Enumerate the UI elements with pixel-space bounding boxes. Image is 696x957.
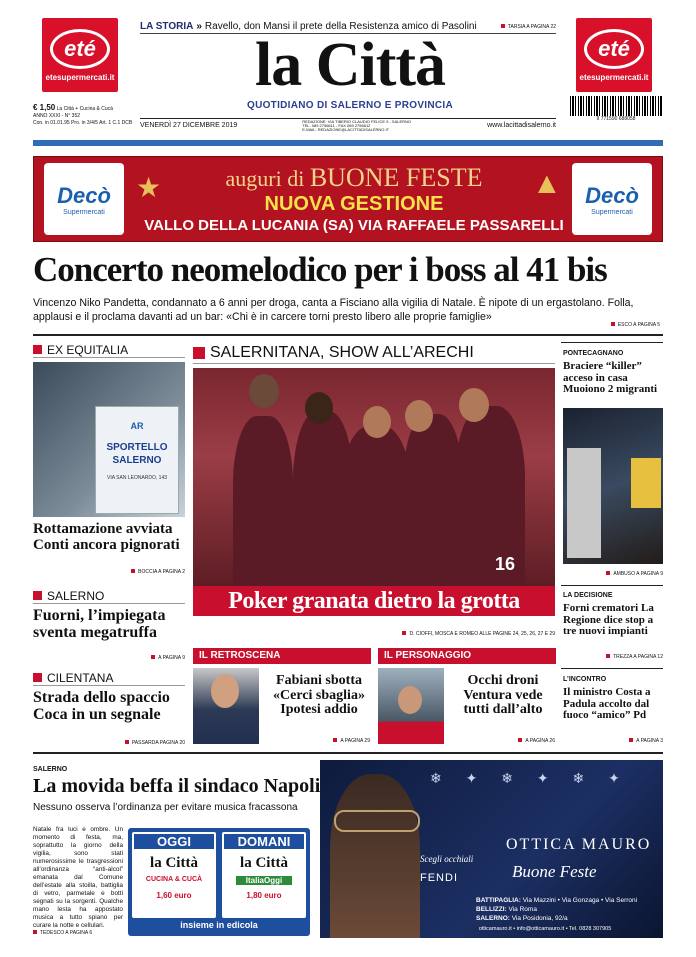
postal-info: Con. in 01.01.95 Pro. in 3/4/5 Art. 1 C.1 DCB bbox=[33, 120, 133, 126]
player-head bbox=[405, 400, 433, 432]
ad-addresses bbox=[476, 896, 662, 923]
ad-greeting bbox=[194, 163, 514, 193]
storia-text: Ravello, don Mansi il prete della Resistenza amico di Pasolini bbox=[204, 21, 477, 32]
section-cilentana bbox=[33, 670, 185, 686]
promo-tomorrow-label: DOMANI bbox=[224, 834, 304, 849]
sign-line: SPORTELLO bbox=[106, 442, 168, 453]
player-figure bbox=[403, 414, 463, 586]
website-link[interactable]: www.lacittadisalerno.it bbox=[487, 122, 556, 129]
masthead-rule bbox=[33, 140, 663, 146]
contacts-line: REDAZIONE: VIA TIBERIO CLAUDIO FELICE 9 - SALERNO bbox=[302, 118, 412, 124]
promo-price: 1,80 euro bbox=[246, 891, 282, 900]
r2-kicker: LA DECISIONE bbox=[563, 592, 613, 599]
contacts-line: TEL. 089 2756611 - FAX 089 2756612 bbox=[302, 122, 371, 128]
promo-price: 1,60 euro bbox=[156, 891, 192, 900]
ad-greeting: Buone Feste bbox=[512, 862, 597, 881]
deco-brand: Decò bbox=[57, 182, 111, 208]
bottom-subhead: Nessuno osserva l’ordinanza per evitare musica fracassona bbox=[33, 802, 298, 813]
player-figure bbox=[233, 416, 293, 586]
s3-ref: PASSARDA PAGINA 20 bbox=[85, 740, 185, 746]
ad-greeting-pre: auguri di bbox=[225, 166, 305, 191]
ete-logo-right[interactable] bbox=[576, 18, 652, 92]
sign-logo: AR bbox=[130, 421, 144, 431]
section-marker bbox=[33, 673, 42, 682]
ad-address: Via Mazzini • Via Gonzaga • Via Serroni bbox=[522, 897, 638, 904]
fabiani-photo bbox=[193, 668, 259, 744]
ventura-photo bbox=[378, 668, 444, 744]
right-col-divider bbox=[561, 668, 663, 669]
promo-today-label: OGGI bbox=[134, 834, 214, 849]
newspaper-subtitle: QUOTIDIANO DI SALERNO E PROVINCIA bbox=[246, 100, 454, 111]
jersey-number: 16 bbox=[495, 554, 516, 574]
s2-headline[interactable]: Fuorni, l’impiegata sventa megatruffa bbox=[33, 607, 166, 641]
ad-tagline: Scegli occhiali bbox=[420, 854, 474, 864]
section-label: EX EQUITALIA bbox=[47, 342, 129, 357]
contacts-line: E-MAIL: REDAZIONE@LACITTADISALERNO.IT bbox=[302, 126, 390, 132]
dateline bbox=[140, 118, 556, 132]
ad-city: BATTIPAGLIA: bbox=[476, 897, 521, 904]
barcode-number: 9 771590 688058 bbox=[596, 116, 636, 122]
sign-line: SALERNO bbox=[112, 455, 162, 466]
issue-date: VENERDÌ 27 DICEMBRE 2019 bbox=[140, 122, 238, 129]
r3-headline[interactable]: Il ministro Costa a Padula accolto dal fuoco “amico” Pd bbox=[563, 686, 651, 722]
section-salernitana bbox=[193, 342, 555, 364]
newspaper-title[interactable]: la Città bbox=[254, 31, 446, 99]
promo-extra: ItaliaOggi bbox=[236, 876, 292, 885]
vehicle bbox=[631, 458, 661, 508]
right-col-divider bbox=[561, 342, 663, 343]
model-figure bbox=[330, 774, 420, 938]
s1-headline[interactable]: Rottamazione avviata Conti ancora pignorati bbox=[33, 521, 180, 553]
r3-ref: A PAGINA 3 bbox=[563, 738, 663, 744]
vehicle bbox=[567, 448, 601, 558]
ete-site: etesupermercati.it bbox=[45, 72, 115, 82]
ete-brand: eté bbox=[50, 29, 110, 69]
promo-footer: insieme in edicola bbox=[180, 920, 258, 930]
section-marker bbox=[193, 347, 205, 359]
r2-ref: TREZZA A PAGINA 12 bbox=[563, 654, 663, 660]
lead-subhead: Vincenzo Niko Pandetta, condannato a 6 anni per droga, canta a Fisciano alla vigilia di Natale. È nipote di un ergastolano. Folla, applausi e il proclama davanti ad un bar: «Chi è in carcere torni presto libero alle proprie famiglie» bbox=[33, 297, 634, 323]
storia-label: LA STORIA bbox=[140, 21, 194, 32]
section-ex-equitalia bbox=[33, 342, 185, 358]
ad-fendi: FENDI bbox=[420, 872, 458, 884]
team-photo bbox=[193, 368, 555, 586]
storia-ref: TARSIA A PAGINA 22 bbox=[501, 24, 556, 30]
player-head bbox=[305, 392, 333, 424]
personaggio-headline[interactable]: Occhi droni Ventura vede tutti dall’alto bbox=[463, 673, 543, 718]
lead-ref: ESCO A PAGINA 5 bbox=[560, 322, 660, 328]
bottom-ref: TEDESCO A PAGINA 6 bbox=[33, 930, 123, 936]
section-label: CILENTANA bbox=[47, 670, 114, 685]
bottom-headline[interactable]: La movida beffa il sindaco Napoli bbox=[33, 775, 321, 797]
contacts-block bbox=[302, 120, 422, 132]
person-head bbox=[211, 674, 239, 708]
glasses-icon bbox=[334, 810, 420, 832]
price-note: La Città + Cucina & Cucà bbox=[56, 106, 113, 112]
ete-site: etesupermercati.it bbox=[579, 72, 649, 82]
sign-address: VIA SAN LEONARDO, 143 bbox=[106, 475, 168, 481]
deco-ad-banner[interactable] bbox=[33, 156, 663, 242]
lead-divider bbox=[33, 334, 663, 336]
retroscena-headline[interactable]: Fabiani sbotta «Cerci sbaglia» Ipotesi addio bbox=[273, 673, 365, 718]
ad-greeting-em: BUONE FESTE bbox=[309, 163, 483, 192]
player-figure bbox=[341, 426, 411, 586]
promo-tomorrow bbox=[222, 832, 306, 918]
personaggio-label: IL PERSONAGGIO bbox=[378, 648, 556, 664]
star-icon: ★ bbox=[136, 172, 162, 203]
bottom-body: Natale fra luci e ombre. Un momento di festa, ma, soprattutto la giorno della vigilia, sono stati numerosissime le trasgressioni all’ordinanza “anti-alcol” emanata dal Comune dell’estate alla stoilla, battiglia di vetro, parmetale e botti segnati su la sorgenti. Qualche mano lesta ha appostato musica a tutto spiano per curare la notte e cellulari. bbox=[33, 826, 123, 929]
ottica-mauro-ad[interactable] bbox=[320, 760, 663, 938]
r1-headline[interactable]: Braciere “killer” acceso in casa Muoiono 2 migranti bbox=[563, 360, 658, 396]
ad-city: BELLIZZI: bbox=[476, 906, 507, 913]
price: € 1,50 bbox=[33, 103, 56, 112]
bottom-kicker: SALERNO bbox=[33, 766, 68, 773]
player-head bbox=[363, 406, 391, 438]
promo-box[interactable] bbox=[128, 828, 310, 936]
deco-brand: Decò bbox=[585, 182, 639, 208]
section-label: SALERNO bbox=[47, 588, 105, 603]
s1-ref: BOCCIA A PAGINA 2 bbox=[85, 569, 185, 575]
deco-brand-sub: Supermercati bbox=[591, 208, 633, 216]
r3-kicker: L’INCONTRO bbox=[563, 676, 607, 683]
right-col-divider bbox=[561, 585, 663, 586]
barcode bbox=[570, 96, 662, 124]
r2-headline[interactable]: Forni crematori La Regione dice stop a tre nuovi impianti bbox=[563, 602, 654, 638]
equitalia-photo bbox=[33, 362, 185, 517]
player-head bbox=[459, 388, 489, 422]
retroscena-ref: A PAGINA 29 bbox=[280, 738, 370, 744]
player-head bbox=[249, 374, 279, 408]
center-ref: D. CIOFFI, MOSCA E ROMEO ALLE PAGINE 24, 25, 26, 27 E 29 bbox=[193, 631, 555, 637]
section-label: SALERNITANA, SHOW ALL’ARECHI bbox=[210, 343, 474, 361]
personaggio-ref: A PAGINA 26 bbox=[465, 738, 555, 744]
section-marker bbox=[33, 345, 42, 354]
promo-extra: CUCINA & CUCÀ bbox=[145, 876, 203, 883]
ad-city: SALERNO: bbox=[476, 915, 510, 922]
ad-contacts: otticamauro.it • info@otticamauro.it • Tel. 0828 307905 bbox=[478, 926, 612, 932]
ete-logo-left[interactable] bbox=[42, 18, 118, 92]
ad-address: Via Roma bbox=[508, 906, 537, 913]
ad-address: VALLO DELLA LUCANIA (SA) VIA RAFFAELE PASSARELLI bbox=[144, 217, 564, 234]
lead-headline[interactable]: Concerto neomelodico per i boss al 41 bis bbox=[33, 250, 607, 289]
section-salerno bbox=[33, 588, 185, 604]
ad-store-name: OTTICA MAURO bbox=[506, 836, 652, 853]
arrow-icon: » bbox=[196, 21, 202, 32]
deco-logo-right bbox=[572, 163, 652, 235]
s2-ref: A PAGINA 9 bbox=[85, 655, 185, 661]
person-head bbox=[398, 686, 422, 714]
price-block bbox=[33, 104, 133, 127]
section-marker bbox=[33, 591, 42, 600]
christmas-tree-icon: ▲ bbox=[532, 167, 562, 200]
promo-paper: la Città bbox=[240, 855, 288, 871]
s3-headline[interactable]: Strada dello spaccio Coca in un segnale bbox=[33, 689, 170, 723]
promo-paper: la Città bbox=[150, 855, 198, 871]
section-divider bbox=[33, 752, 663, 754]
ete-brand: eté bbox=[584, 29, 644, 69]
ad-address: Via Posidonia, 92/a bbox=[511, 915, 568, 922]
r1-ref: AMBUSO A PAGINA 9 bbox=[563, 571, 663, 577]
promo-today bbox=[132, 832, 216, 918]
year-issue: ANNO XXXI - N° 352 bbox=[33, 113, 81, 119]
r1-kicker: PONTECAGNANO bbox=[563, 350, 624, 357]
deco-logo-left bbox=[44, 163, 124, 235]
sportello-sign bbox=[95, 406, 179, 514]
ambulance-photo bbox=[563, 408, 663, 564]
center-headline[interactable]: Poker granata dietro la grotta bbox=[193, 586, 555, 616]
retroscena-label: IL RETROSCENA bbox=[193, 648, 371, 664]
ad-new-management: NUOVA GESTIONE bbox=[264, 193, 444, 215]
deco-brand-sub: Supermercati bbox=[63, 208, 105, 216]
snowflake-icon: ❄ ✦ ❄ ✦ ❄ ✦ bbox=[430, 770, 630, 786]
